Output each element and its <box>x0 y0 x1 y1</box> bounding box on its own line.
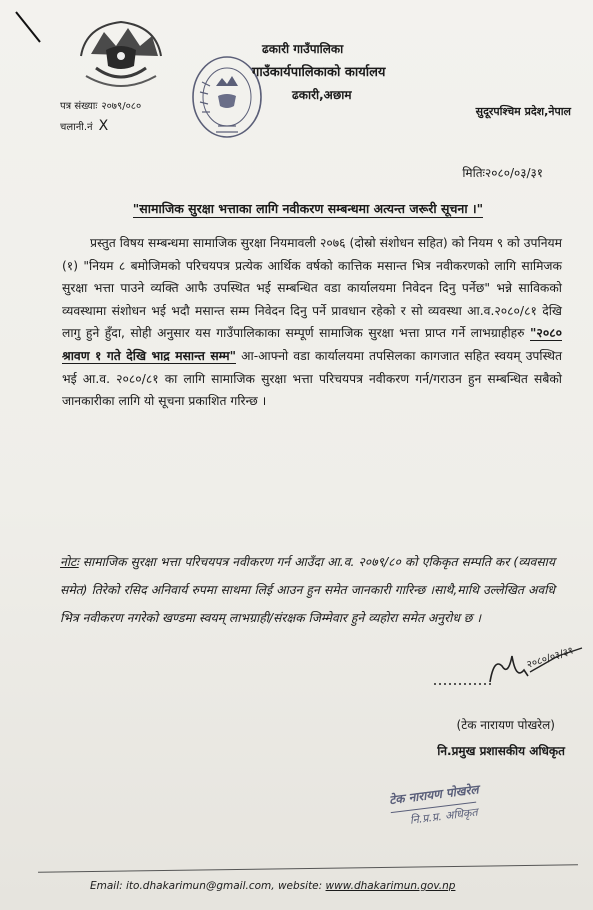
subject-text: "सामाजिक सुरक्षा भत्ताका लागि नवीकरण सम्बन्धमा अत्यन्त जरूरी सूचना ।" <box>132 201 484 216</box>
dispatch-number-value: X <box>98 118 109 134</box>
notice-note <box>60 548 555 632</box>
body-text-part2: आ-आफ्नो वडा कार्यालयमा तपसिलका कागजात सहित स्वयम् उपस्थित भई आ.व. २०८०/८१ का लागि सामाजिक सुरक्षा भत्ता परिचयपत्र नवीकरण गर्न/गराउन हुन सम्बन्धित सबैको जानकारीका लागि यो सूचना प्रकाशित गरिन्छ । <box>62 348 563 409</box>
notice-body <box>62 232 562 413</box>
note-text: सामाजिक सुरक्षा भत्ता परिचयपत्र नवीकरण गर्न आउँदा आ.व. २०७९/८० को एकिकृत सम्पति कर (व्यवसाय समेत) तिरेको रसिद अनिवार्य रुपमा साथमा लिई आउन हुन समेत जानकारी गारिन्छ ।साथै,माथि उल्लेखित अवधि भित्र नवीकरण नगरेको खण्डमा स्वयम् लाभग्राही/संरक्षक जिम्मेवार हुने व्यहोरा समेत अनुरोध छ । <box>60 555 555 625</box>
letter-number-value: २०७९/०८० <box>101 101 142 112</box>
body-text-part1: प्रस्तुत विषय सम्बन्धमा सामाजिक सुरक्षा नियमावली २०७६ (दोस्रो संशोधन सहित) को नियम ९ को उपनियम (१) "नियम ८ बमोजिमको परिचयपत्र प्रत्येक आर्थिक वर्षको कात्तिक मसान्त भित्र नवीकरणको लागि सामिजक सुरक्षा भत्ता पाउने व्यक्ति आफै उपस्थित भई सम्बन्धित वडा कार्यालयमा निवेदन दिनु पर्नेछ" भन्ने साविकको व्यवस्थामा संशोधन भई भदौ मसान्त सम्म निवेदन दिनु पर्ने प्रावधान रहेको र सो व्यवस्था आ.व.२०८०/८१ देखि लागु हुने हुँदा, सोही अनुसार यस गाउँपालिकाका सम्पूर्ण सामाजिक सुरक्षा भत्ता प्राप्त गर्ने लाभग्राहीहरु <box>62 236 562 341</box>
notice-subject <box>58 200 558 217</box>
svg-text:२०८०/०३/३१: २०८०/०३/३१ <box>525 645 575 671</box>
footer-contact <box>90 880 455 892</box>
name-stamp <box>388 773 542 830</box>
signatory-title: नि.प्रमुख प्रशासकीय अधिकृत <box>437 744 565 758</box>
stamp-title: नि.प्र.प्र. अधिकृत <box>391 802 479 830</box>
dispatch-number-row <box>60 118 108 134</box>
body-paragraph <box>62 232 562 413</box>
footer-separator: , <box>271 880 278 892</box>
corner-pen-mark <box>12 6 46 46</box>
province-name: सुदूरपश्चिम प्रदेश,नेपाल <box>475 105 571 118</box>
body-highlight-period: "२०८० श्रावण १ गते देखि भाद्र मसान्त सम्म" <box>62 326 562 363</box>
municipality-name: ढकारी गाउँपालिका <box>262 42 344 56</box>
office-address: ढकारी,अछाम <box>292 88 352 102</box>
email-link[interactable]: ito.dhakarimun@gmail.com <box>126 880 272 892</box>
nepal-emblem-logo <box>76 16 166 94</box>
notice-date: मितिः२०८०/०३/३१ <box>462 166 543 180</box>
stamp-name: टेक नारायण पोखरेल <box>388 782 480 808</box>
note-label: नोटः <box>60 555 79 569</box>
dispatch-number-label: चलानी.नं <box>60 122 93 133</box>
signatory-name: (टेक नारायण पोखरेल) <box>456 718 555 732</box>
handwritten-signature <box>432 636 592 694</box>
letter-number-row <box>60 98 141 112</box>
website-label: website: <box>277 880 326 892</box>
footer-divider <box>38 864 578 874</box>
website-link[interactable]: www.dhakarimun.gov.np <box>325 880 456 892</box>
letter-number-label: पत्र संख्याः <box>60 101 98 112</box>
office-name: गाउँकार्यपालिकाको कार्यालय <box>252 65 386 80</box>
email-label: Email: <box>90 880 127 892</box>
